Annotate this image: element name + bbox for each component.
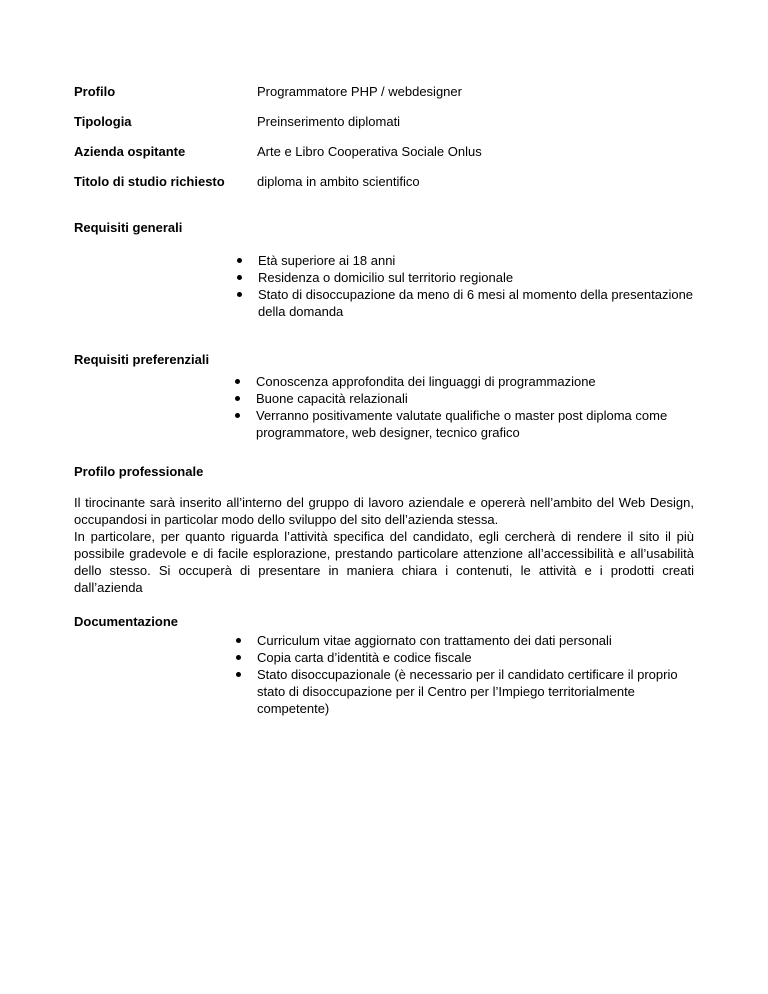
field-label: Titolo di studio richiesto [74, 174, 225, 189]
bullet-icon [235, 379, 240, 384]
section-heading-profilo-professionale: Profilo professionale [74, 464, 204, 479]
bullet-icon [236, 655, 241, 660]
bullet-icon [237, 258, 242, 263]
field-value: diploma in ambito scientifico [257, 174, 420, 189]
bullet-icon [235, 396, 240, 401]
field-value: Arte e Libro Cooperativa Sociale Onlus [257, 144, 482, 159]
list-item: Curriculum vitae aggiornato con trattamento dei dati personali [257, 632, 697, 649]
list-item: Conoscenza approfondita dei linguaggi di programmazione [256, 373, 696, 390]
list-item: Copia carta d’identità e codice fiscale [257, 649, 697, 666]
bullet-icon [236, 638, 241, 643]
list-item: Età superiore ai 18 anni [258, 252, 698, 269]
field-profilo [74, 83, 694, 101]
field-value: Preinserimento diplomati [257, 114, 401, 129]
field-label: Tipologia [74, 114, 132, 129]
requisiti-preferenziali-list [256, 373, 696, 441]
bullet-icon [237, 275, 242, 280]
section-heading-requisiti-preferenziali: Requisiti preferenziali [74, 352, 210, 367]
field-azienda-ospitante [74, 143, 694, 161]
field-value: Programmatore PHP / webdesigner [257, 84, 462, 99]
bullet-icon [235, 413, 240, 418]
field-tipologia [74, 113, 694, 131]
bullet-icon [237, 292, 242, 297]
requisiti-generali-list [258, 252, 698, 320]
list-item: Residenza o domicilio sul territorio regionale [258, 269, 698, 286]
section-heading-requisiti-generali: Requisiti generali [74, 220, 183, 235]
paragraph: In particolare, per quanto riguarda l’attività specifica del candidato, egli cercherà di rendere il sito il più possibile gradevole e di facile esplorazione, prestando particolare attenzione all’accessibilità e all’usabilità dello stesso. Si occuperà di presentare in maniera chiara i contenuti, le attività e i prodotti creati dall’azienda [74, 529, 694, 595]
list-item: Stato di disoccupazione da meno di 6 mesi al momento della presentazione della domanda [258, 286, 698, 320]
field-label: Azienda ospitante [74, 144, 186, 159]
documentazione-list [257, 632, 697, 717]
section-heading-documentazione: Documentazione [74, 614, 179, 629]
field-label: Profilo [74, 84, 116, 99]
paragraph: Il tirocinante sarà inserito all’interno del gruppo di lavoro aziendale e opererà nell’ambito del Web Design, occupandosi in particolar modo dello sviluppo del sito dell’azienda stessa. [74, 495, 694, 527]
list-item: Buone capacità relazionali [256, 390, 696, 407]
field-titolo-di-studio [74, 173, 694, 191]
bullet-icon [236, 672, 241, 677]
list-item: Stato disoccupazionale (è necessario per il candidato certificare il proprio stato di disoccupazione per il Centro per l’Impiego territorialmente competente) [257, 666, 697, 717]
list-item: Verranno positivamente valutate qualifiche o master post diploma come programmatore, web designer, tecnico grafico [256, 407, 696, 441]
